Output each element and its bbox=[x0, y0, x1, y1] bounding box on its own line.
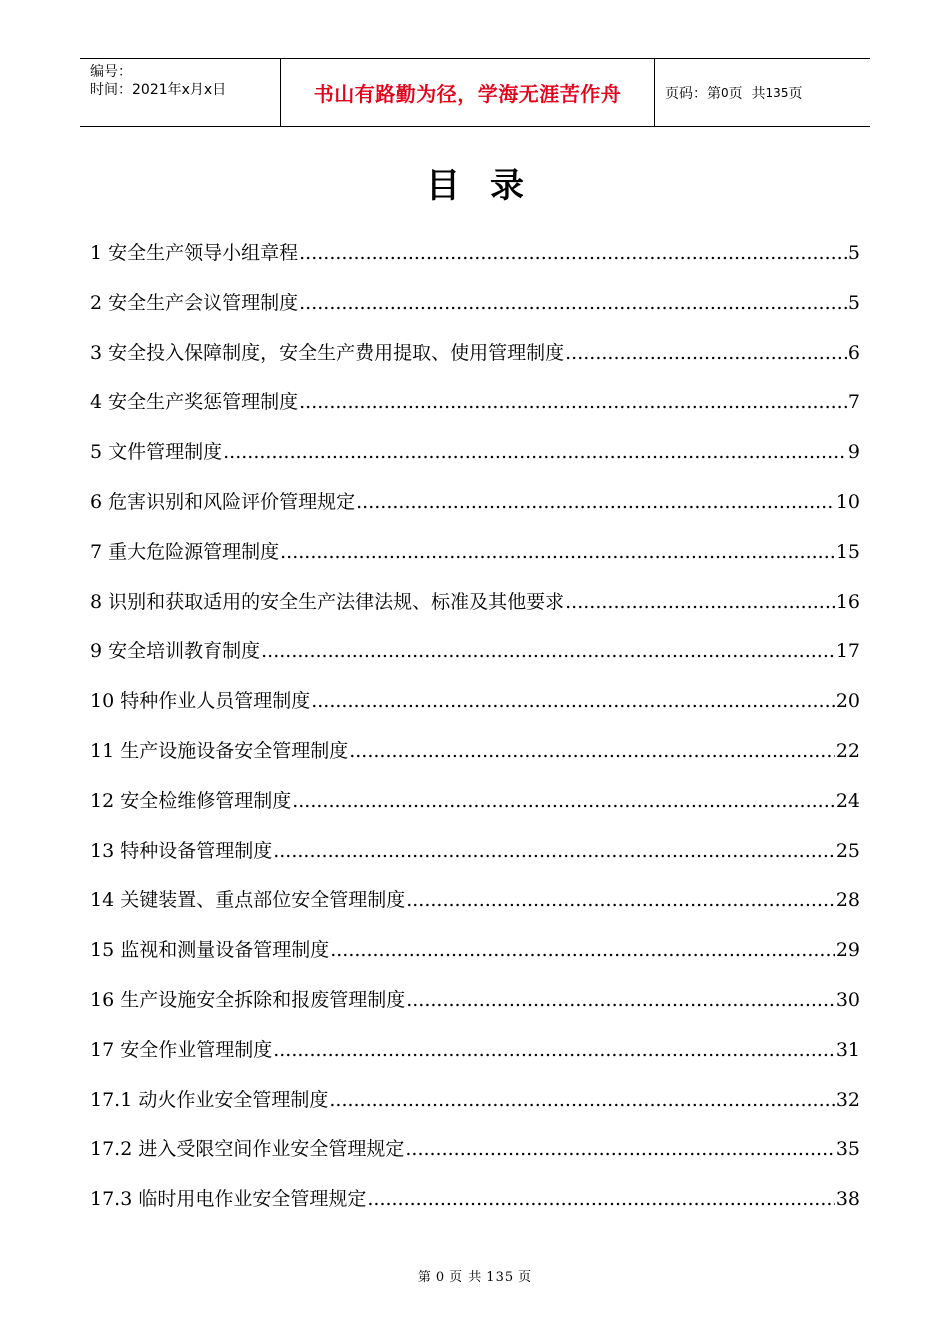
toc-entry-title: 9 安全培训教育制度 bbox=[90, 640, 261, 663]
header-motto-cell bbox=[281, 59, 655, 126]
toc-leader-dots bbox=[273, 831, 835, 871]
toc-leader-dots bbox=[311, 681, 835, 721]
toc-entry[interactable] bbox=[90, 432, 860, 482]
toc-entry-page: 6 bbox=[847, 341, 860, 364]
document-header bbox=[80, 58, 870, 127]
toc-entry-page: 5 bbox=[847, 291, 860, 314]
toc-leader-dots bbox=[349, 731, 835, 771]
toc-entry[interactable] bbox=[90, 1030, 860, 1080]
toc-leader-dots bbox=[367, 1179, 834, 1219]
toc-entry-title: 8 识别和获取适用的安全生产法律法规、标准及其他要求 bbox=[90, 590, 565, 613]
toc-leader-dots bbox=[223, 432, 847, 472]
toc-leader-dots bbox=[405, 1129, 834, 1169]
toc-entry-title: 5 文件管理制度 bbox=[90, 441, 223, 464]
toc-entry-title: 17.3 临时用电作业安全管理规定 bbox=[90, 1188, 367, 1211]
toc-entry[interactable] bbox=[90, 382, 860, 432]
footer-current: 0 bbox=[435, 1270, 446, 1285]
toc-entry[interactable] bbox=[90, 333, 860, 383]
motto-text: 书山有路勤为径，学海无涯苦作舟 bbox=[313, 82, 622, 106]
table-of-contents bbox=[90, 233, 860, 1229]
toc-entry-page: 28 bbox=[835, 889, 860, 912]
toc-leader-dots bbox=[329, 1080, 834, 1120]
toc-entry[interactable] bbox=[90, 631, 860, 681]
toc-entry-title: 16 生产设施安全拆除和报废管理制度 bbox=[90, 988, 406, 1011]
page-total: 135 bbox=[765, 85, 789, 100]
toc-entry-title: 12 安全检维修管理制度 bbox=[90, 789, 292, 812]
toc-entry-title: 14 关键装置、重点部位安全管理制度 bbox=[90, 889, 406, 912]
toc-entry[interactable] bbox=[90, 582, 860, 632]
toc-entry[interactable] bbox=[90, 283, 860, 333]
toc-entry-page: 9 bbox=[847, 441, 860, 464]
toc-entry[interactable] bbox=[90, 781, 860, 831]
page-label-prefix: 页码：第 bbox=[665, 85, 721, 102]
toc-entry-page: 10 bbox=[835, 490, 860, 513]
toc-entry-title: 2 安全生产会议管理制度 bbox=[90, 291, 299, 314]
toc-entry-title: 10 特种作业人员管理制度 bbox=[90, 690, 311, 713]
toc-leader-dots bbox=[299, 233, 847, 273]
footer-suffix: 页 bbox=[518, 1270, 533, 1285]
page-title: 目录 bbox=[426, 166, 554, 206]
toc-entry-page: 32 bbox=[835, 1088, 860, 1111]
toc-entry[interactable] bbox=[90, 482, 860, 532]
toc-leader-dots bbox=[330, 930, 835, 970]
toc-entry[interactable] bbox=[90, 1080, 860, 1130]
toc-entry-title: 7 重大危险源管理制度 bbox=[90, 540, 280, 563]
toc-leader-dots bbox=[299, 283, 847, 323]
footer-total: 135 bbox=[486, 1270, 515, 1285]
time-label: 时间：2021年x月x日 bbox=[90, 82, 227, 98]
toc-entry-page: 38 bbox=[835, 1188, 860, 1211]
toc-entry-title: 3 安全投入保障制度，安全生产费用提取、使用管理制度 bbox=[90, 341, 565, 364]
toc-entry-title: 17.2 进入受限空间作业安全管理规定 bbox=[90, 1138, 405, 1161]
toc-entry-page: 15 bbox=[835, 540, 860, 563]
toc-entry-page: 35 bbox=[835, 1138, 860, 1161]
toc-leader-dots bbox=[273, 1030, 835, 1070]
toc-entry[interactable] bbox=[90, 233, 860, 283]
page-footer bbox=[0, 1266, 950, 1285]
toc-entry-title: 6 危害识别和风险评价管理规定 bbox=[90, 490, 356, 513]
toc-entry-title: 11 生产设施设备安全管理制度 bbox=[90, 739, 349, 762]
toc-leader-dots bbox=[406, 880, 835, 920]
toc-leader-dots bbox=[261, 631, 835, 671]
toc-entry-title: 15 监视和测量设备管理制度 bbox=[90, 939, 330, 962]
toc-entry[interactable] bbox=[90, 1129, 860, 1179]
toc-leader-dots bbox=[406, 980, 835, 1020]
toc-entry-page: 22 bbox=[835, 739, 860, 762]
toc-entry-page: 5 bbox=[847, 242, 860, 264]
toc-entry[interactable] bbox=[90, 930, 860, 980]
toc-entry[interactable] bbox=[90, 681, 860, 731]
toc-leader-dots bbox=[280, 532, 835, 572]
toc-entry[interactable] bbox=[90, 980, 860, 1030]
toc-entry-page: 7 bbox=[847, 391, 860, 414]
page-label-suffix: 页 bbox=[788, 85, 803, 102]
header-meta-cell bbox=[80, 59, 281, 126]
toc-leader-dots bbox=[565, 333, 847, 373]
toc-entry-page: 30 bbox=[835, 988, 860, 1011]
toc-entry-page: 31 bbox=[835, 1038, 860, 1061]
number-label: 编号： bbox=[90, 64, 132, 80]
toc-entry-page: 25 bbox=[835, 839, 860, 862]
toc-leader-dots bbox=[292, 781, 835, 821]
toc-entry[interactable] bbox=[90, 880, 860, 930]
toc-leader-dots bbox=[356, 482, 835, 522]
toc-entry[interactable] bbox=[90, 1179, 860, 1229]
toc-entry-page: 29 bbox=[835, 939, 860, 962]
toc-entry-title: 17.1 动火作业安全管理制度 bbox=[90, 1088, 329, 1111]
toc-entry[interactable] bbox=[90, 831, 860, 881]
toc-entry-page: 24 bbox=[835, 789, 860, 812]
toc-leader-dots bbox=[299, 382, 847, 422]
toc-entry-page: 16 bbox=[835, 590, 860, 613]
page-current: 0 bbox=[721, 85, 729, 100]
toc-entry-title: 4 安全生产奖惩管理制度 bbox=[90, 391, 299, 414]
toc-entry-title: 13 特种设备管理制度 bbox=[90, 839, 273, 862]
page-label-mid: 页 共 bbox=[728, 85, 766, 102]
header-page-cell bbox=[655, 59, 870, 126]
toc-leader-dots bbox=[565, 582, 835, 622]
footer-mid: 页 共 bbox=[449, 1270, 483, 1285]
toc-entry-title: 1 安全生产领导小组章程 bbox=[90, 242, 299, 264]
footer-prefix: 第 bbox=[417, 1270, 432, 1285]
toc-entry-title: 17 安全作业管理制度 bbox=[90, 1038, 273, 1061]
toc-entry-page: 20 bbox=[835, 690, 860, 713]
toc-entry[interactable] bbox=[90, 731, 860, 781]
toc-entry-page: 17 bbox=[835, 640, 860, 663]
toc-entry[interactable] bbox=[90, 532, 860, 582]
